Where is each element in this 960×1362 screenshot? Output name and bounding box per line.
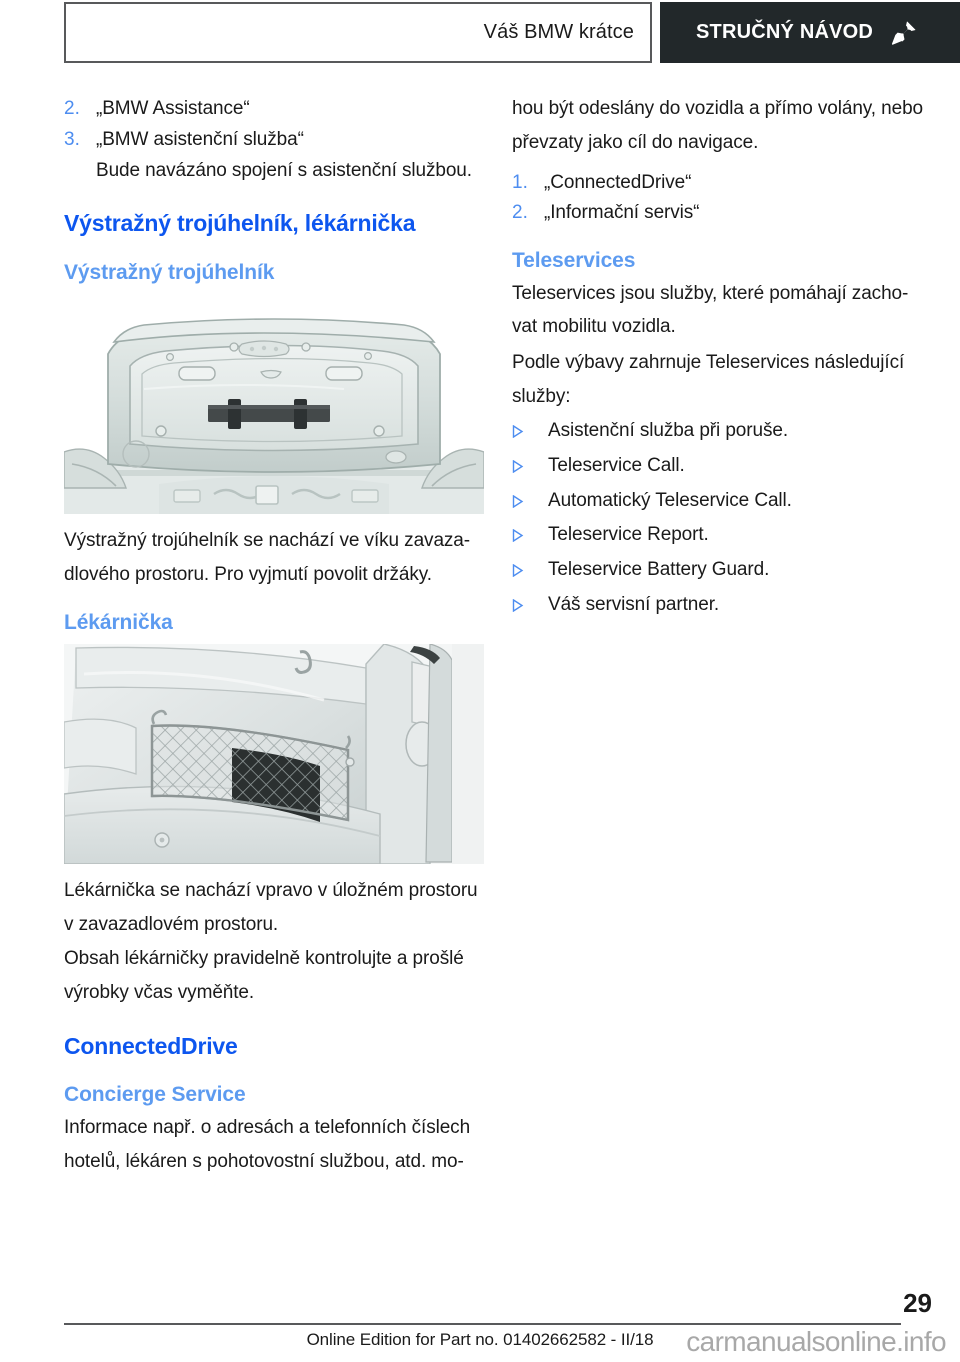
first-aid-check-paragraph-line1: Obsah lékárničky pravidelně kontrolujte a prošlé bbox=[64, 948, 464, 970]
list-item bbox=[512, 418, 932, 444]
page-number: 29 bbox=[903, 1288, 932, 1318]
continued-numbered-list bbox=[64, 96, 484, 183]
list-item bbox=[512, 522, 932, 548]
figure1-caption-line2: dlového prostoru. Pro vyjmutí povolit držáky. bbox=[64, 564, 432, 586]
list-text: „BMW asistenční služba“ bbox=[96, 128, 304, 150]
list-text: Teleservice Battery Guard. bbox=[548, 559, 770, 581]
luggage-compartment-net-first-aid-kit-illustration bbox=[64, 644, 484, 864]
triangle-bullet-icon bbox=[512, 592, 548, 617]
teleservices-paragraph2-line2: služby: bbox=[512, 386, 571, 408]
continued-paragraph-line2: převzaty jako cíl do navigace. bbox=[512, 131, 759, 153]
triangle-bullet-icon bbox=[512, 557, 548, 582]
connecteddrive-numbered-list bbox=[512, 170, 932, 227]
list-number: 2. bbox=[512, 202, 528, 224]
subheading-teleservices: Teleservices bbox=[512, 249, 636, 273]
list-text: „BMW Assistance“ bbox=[96, 98, 250, 119]
triangle-bullet-icon bbox=[512, 418, 548, 443]
list-item bbox=[512, 592, 932, 618]
list-number: 2. bbox=[64, 98, 80, 119]
edition-text: Online Edition for Part no. 01402662582 - II/18 bbox=[306, 1330, 654, 1349]
trunk-lid-warning-triangle-illustration bbox=[64, 294, 484, 514]
subheading-warning-triangle: Výstražný trojúhelník bbox=[64, 261, 275, 285]
list-text: Teleservice Call. bbox=[548, 454, 685, 476]
list-item bbox=[64, 127, 484, 153]
teleservices-paragraph1-line2: vat mobilitu vozidla. bbox=[512, 316, 676, 338]
continued-paragraph-line1: hou být odeslány do vozidla a přímo volány, nebo bbox=[512, 98, 924, 119]
pushpin-icon bbox=[891, 20, 917, 46]
concierge-paragraph-line2: hotelů, lékáren s pohotovostní službou, atd. mo- bbox=[64, 1150, 464, 1172]
breadcrumb: Váš BMW krátce bbox=[483, 21, 634, 43]
list-text: „Informační servis“ bbox=[544, 202, 700, 224]
section-heading-connecteddrive: ConnectedDrive bbox=[64, 1032, 238, 1059]
subheading-concierge-service: Concierge Service bbox=[64, 1083, 246, 1107]
list-item bbox=[512, 488, 932, 514]
right-column bbox=[512, 96, 932, 627]
teleservices-paragraph1-line1: Teleservices jsou služby, které pomáhají zacho- bbox=[512, 282, 909, 304]
list-text: Asistenční služba při poruše. bbox=[548, 419, 788, 441]
left-column bbox=[64, 96, 484, 1182]
page-footer bbox=[0, 1288, 960, 1362]
chapter-tab-label: STRUČNÝ NÁVOD bbox=[696, 21, 874, 43]
list-sub-text: Bude navázáno spojení s asistenční službou. bbox=[96, 159, 472, 181]
subheading-first-aid-kit: Lékárnička bbox=[64, 611, 173, 635]
concierge-paragraph-line1: Informace např. o adresách a telefonních číslech bbox=[64, 1116, 471, 1138]
teleservices-bullet-list bbox=[512, 418, 932, 618]
list-text: Teleservice Report. bbox=[548, 524, 709, 546]
list-item bbox=[512, 557, 932, 583]
figure2-caption-line1: Lékárnička se nachází vpravo v úložném prostoru bbox=[64, 880, 478, 902]
list-text: Váš servisní partner. bbox=[548, 594, 720, 616]
teleservices-paragraph2-line1: Podle výbavy zahrnuje Teleservices následující bbox=[512, 352, 905, 374]
list-item bbox=[512, 453, 932, 479]
list-item bbox=[64, 96, 484, 122]
watermark: carmanualsonline.info bbox=[686, 1326, 946, 1357]
list-number: 1. bbox=[512, 171, 528, 193]
first-aid-check-paragraph-line2: výrobky včas vyměňte. bbox=[64, 981, 255, 1003]
triangle-bullet-icon bbox=[512, 522, 548, 547]
chapter-tab-strucny-navod[interactable] bbox=[660, 2, 960, 63]
list-item bbox=[512, 200, 932, 226]
figure2-caption-line2: v zavazadlovém prostoru. bbox=[64, 914, 279, 936]
list-text: „ConnectedDrive“ bbox=[544, 171, 692, 193]
page-header bbox=[0, 0, 960, 70]
list-item bbox=[512, 170, 932, 196]
triangle-bullet-icon bbox=[512, 453, 548, 478]
triangle-bullet-icon bbox=[512, 488, 548, 513]
list-number: 3. bbox=[64, 128, 80, 150]
breadcrumb-box bbox=[64, 2, 652, 63]
footer-divider bbox=[64, 1323, 901, 1325]
section-heading-warning-triangle-first-aid: Výstražný trojúhelník, lékárnička bbox=[64, 210, 416, 237]
figure1-caption-line1: Výstražný trojúhelník se nachází ve víku zavaza- bbox=[64, 530, 471, 552]
list-text: Automatický Teleservice Call. bbox=[548, 489, 792, 511]
